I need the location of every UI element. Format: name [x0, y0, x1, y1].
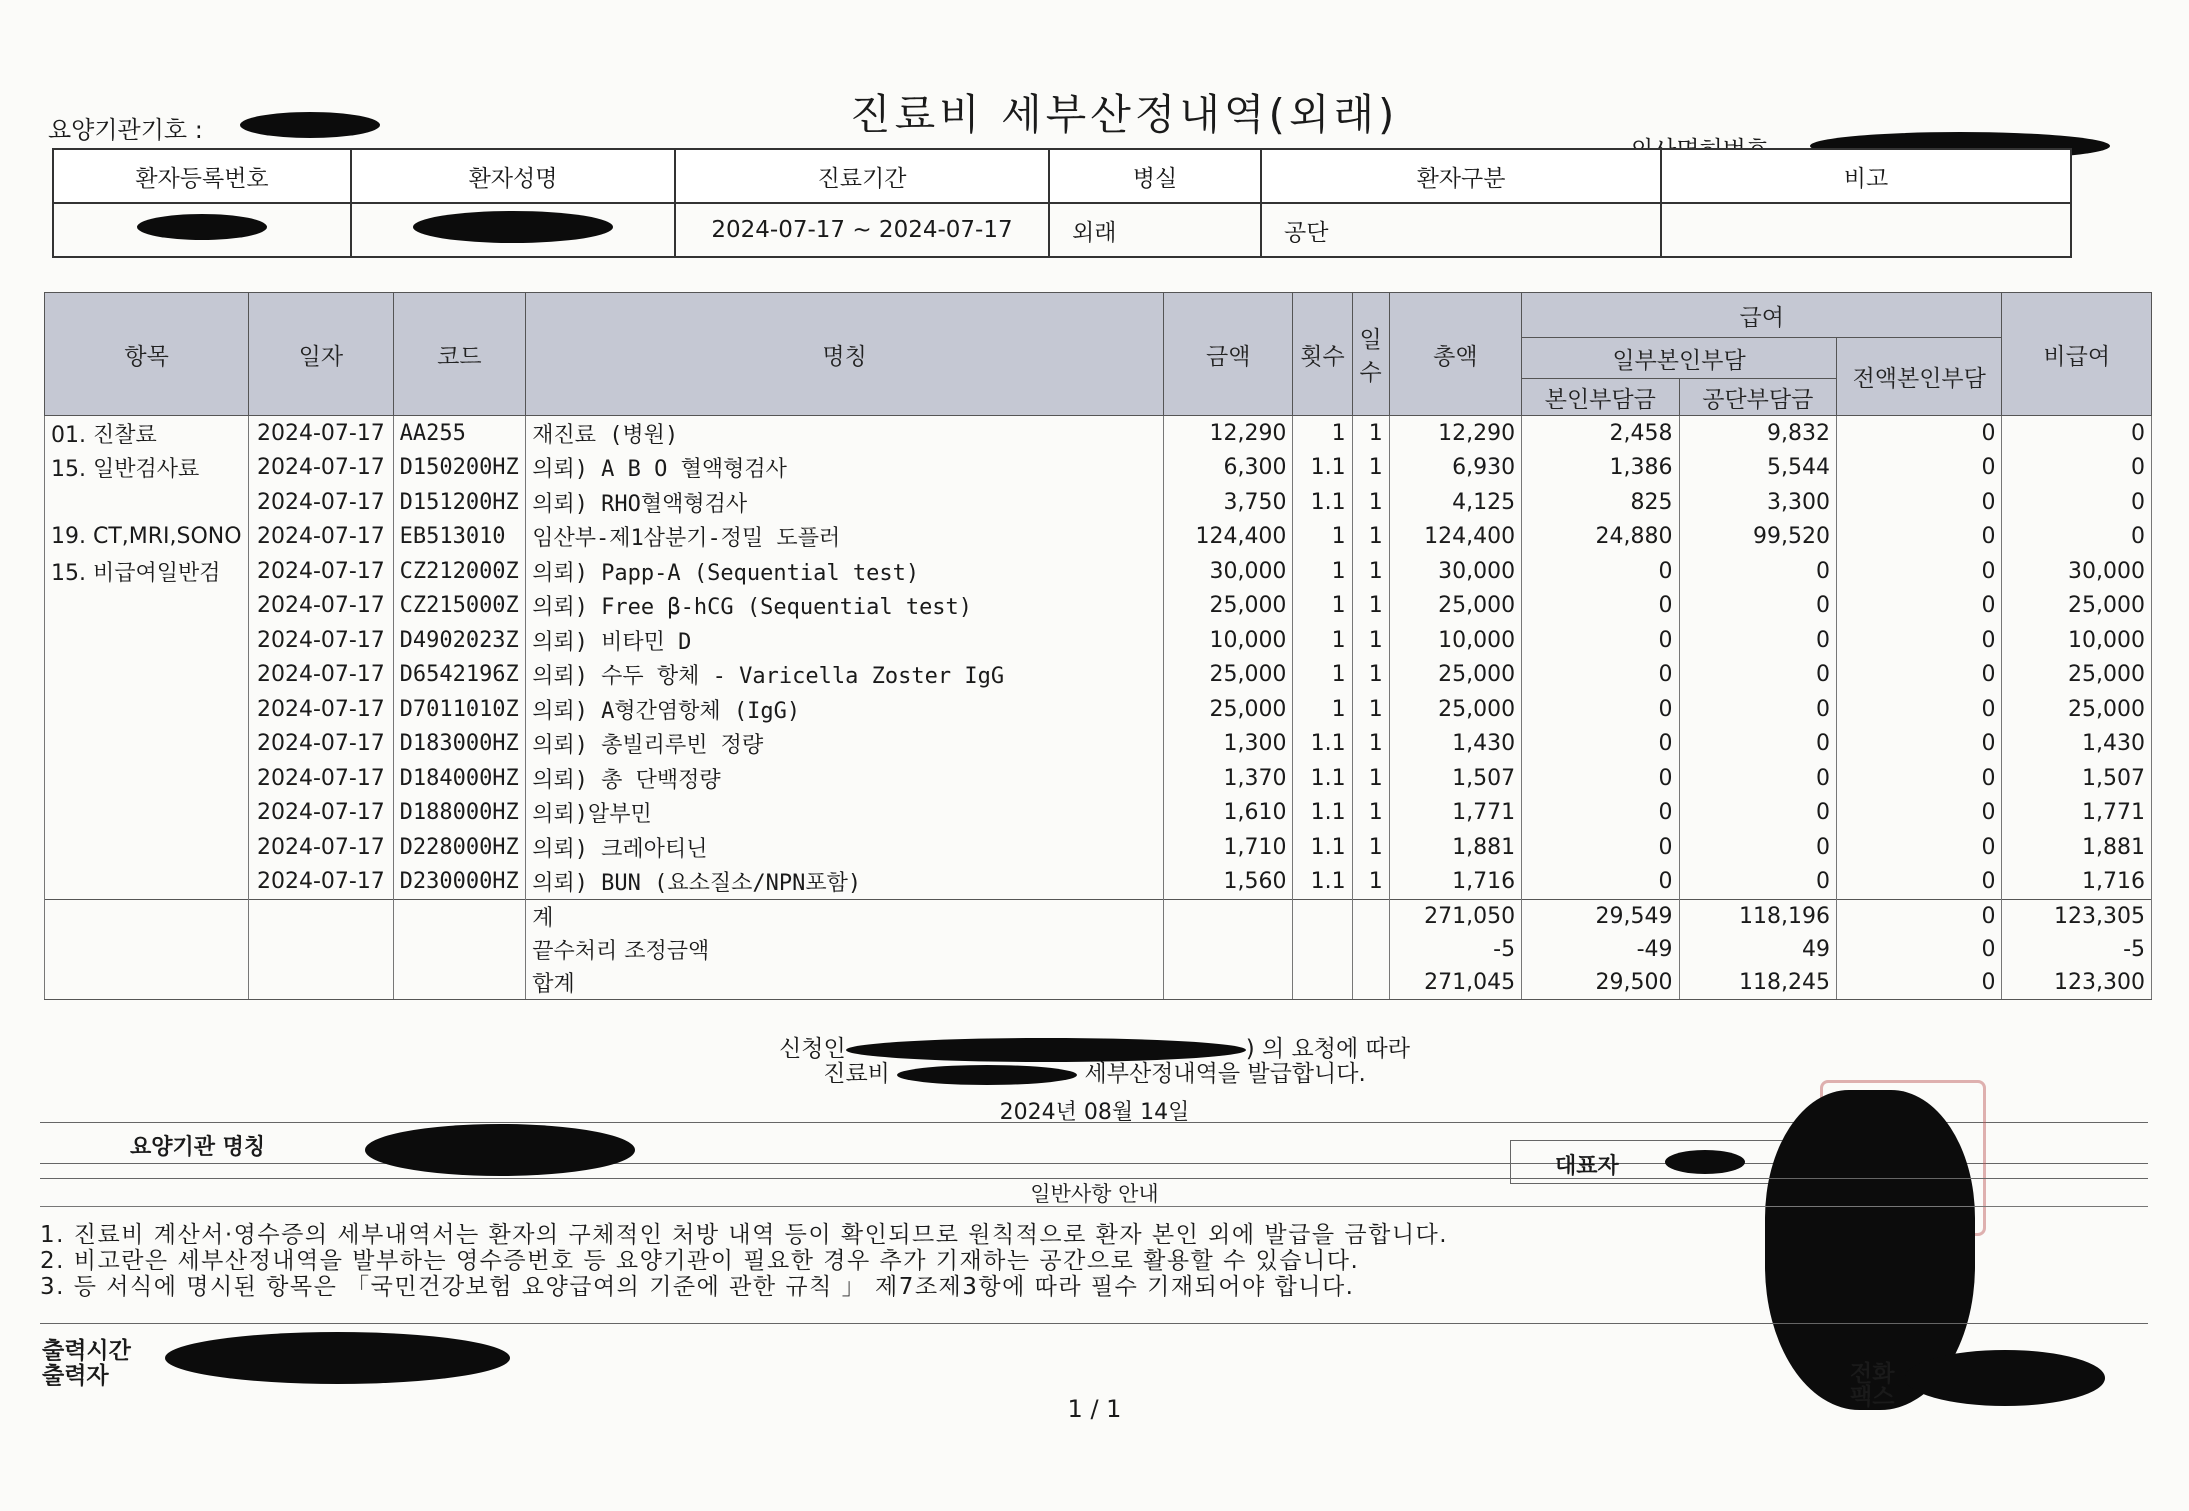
full-share-cell: 0: [1836, 589, 2001, 624]
full-share-cell: 0: [1836, 554, 2001, 589]
amount-cell: 3,750: [1164, 485, 1293, 520]
facility-code-label: 요양기관기호 :: [48, 116, 203, 144]
corp-share-cell: 0: [1679, 692, 1836, 727]
col-count: 횟수: [1293, 293, 1352, 416]
days-cell: 1: [1352, 554, 1389, 589]
days-cell: 1: [1352, 451, 1389, 486]
item-cell: [45, 865, 249, 900]
total-cell: 25,000: [1389, 658, 1521, 693]
code-cell: D151200HZ: [393, 485, 526, 520]
amount-cell: 25,000: [1164, 658, 1293, 693]
patient-share-cell: 1,386: [1522, 451, 1679, 486]
corp-share-cell: 9,832: [1679, 416, 1836, 451]
total-cell: 6,930: [1389, 451, 1521, 486]
name-cell: 의뢰) 총빌리루빈 정량: [526, 727, 1164, 762]
date-cell: 2024-07-17: [249, 830, 393, 865]
amount-cell: 1,560: [1164, 865, 1293, 900]
amount-cell: 25,000: [1164, 589, 1293, 624]
summary-empty-cell: [1164, 900, 1293, 934]
patient-share-cell: 0: [1522, 623, 1679, 658]
summary-empty-cell: [249, 900, 393, 934]
header-room: 병실: [1049, 149, 1261, 203]
summary-empty-cell: [249, 966, 393, 1000]
summary-label-cell: 계: [526, 900, 1164, 934]
summary-full-cell: 0: [1836, 933, 2001, 966]
total-cell: 25,000: [1389, 589, 1521, 624]
item-cell: [45, 623, 249, 658]
issue-date: 2024년 08월 14일: [999, 1100, 1190, 1125]
table-row: [45, 520, 2152, 555]
total-cell: 4,125: [1389, 485, 1521, 520]
col-patient-share: 본인부담금: [1522, 379, 1679, 416]
full-share-cell: 0: [1836, 796, 2001, 831]
name-cell: 의뢰) A B O 혈액형검사: [526, 451, 1164, 486]
code-cell: CZ215000Z: [393, 589, 526, 624]
request-line2-a: 진료비: [823, 1061, 890, 1087]
non-benefit-cell: 0: [2002, 485, 2152, 520]
col-non-benefit: 비급여: [2002, 293, 2152, 416]
summary-empty-cell: [45, 900, 249, 934]
count-cell: 1: [1293, 623, 1352, 658]
amount-cell: 12,290: [1164, 416, 1293, 451]
date-cell: 2024-07-17: [249, 623, 393, 658]
col-full-share: 전액본인부담: [1836, 338, 2001, 416]
patient-share-cell: 0: [1522, 554, 1679, 589]
name-cell: 의뢰) RHO혈액형검사: [526, 485, 1164, 520]
table-row: [45, 692, 2152, 727]
notice-2: 2. 비고란은 세부산정내역을 발부하는 영수증번호 등 요양기관이 필요한 경우 추가 기재하는 공간으로 활용할 수 있습니다.: [40, 1248, 1360, 1274]
col-total: 총액: [1389, 293, 1521, 416]
non-benefit-cell: 25,000: [2002, 589, 2152, 624]
request-suffix: ) 의 요청에 따라: [1245, 1036, 1410, 1062]
summary-empty-cell: [393, 966, 526, 1000]
registration-no-value: [53, 203, 351, 257]
corp-share-cell: 0: [1679, 623, 1836, 658]
name-cell: 의뢰)알부민: [526, 796, 1164, 831]
col-item: 항목: [45, 293, 249, 416]
summary-patient-cell: 29,500: [1522, 966, 1679, 1000]
date-cell: 2024-07-17: [249, 796, 393, 831]
item-cell: [45, 658, 249, 693]
summary-empty-cell: [249, 933, 393, 966]
total-cell: 1,716: [1389, 865, 1521, 900]
summary-empty-cell: [1352, 966, 1389, 1000]
table-row: [45, 727, 2152, 762]
col-benefit: 급여: [1522, 293, 2002, 338]
count-cell: 1.1: [1293, 865, 1352, 900]
col-name: 명칭: [526, 293, 1164, 416]
code-cell: D228000HZ: [393, 830, 526, 865]
code-cell: D184000HZ: [393, 761, 526, 796]
days-cell: 1: [1352, 692, 1389, 727]
date-cell: 2024-07-17: [249, 727, 393, 762]
non-benefit-cell: 1,430: [2002, 727, 2152, 762]
days-cell: 1: [1352, 589, 1389, 624]
amount-cell: 10,000: [1164, 623, 1293, 658]
summary-empty-cell: [393, 933, 526, 966]
code-cell: D230000HZ: [393, 865, 526, 900]
total-cell: 124,400: [1389, 520, 1521, 555]
summary-empty-cell: [1164, 933, 1293, 966]
amount-cell: 1,300: [1164, 727, 1293, 762]
summary-empty-cell: [1352, 933, 1389, 966]
table-row: [45, 830, 2152, 865]
period-value: 2024-07-17 ~ 2024-07-17: [675, 203, 1049, 257]
patient-share-cell: 0: [1522, 658, 1679, 693]
name-cell: 의뢰) BUN (요소질소/NPN포함): [526, 865, 1164, 900]
non-benefit-cell: 0: [2002, 416, 2152, 451]
full-share-cell: 0: [1836, 692, 2001, 727]
redaction: [240, 112, 380, 138]
code-cell: CZ212000Z: [393, 554, 526, 589]
total-cell: 25,000: [1389, 692, 1521, 727]
full-share-cell: 0: [1836, 485, 2001, 520]
patient-share-cell: 0: [1522, 796, 1679, 831]
total-cell: 30,000: [1389, 554, 1521, 589]
request-line2-b: 세부산정내역을 발급합니다.: [1084, 1061, 1366, 1087]
header-remarks: 비고: [1661, 149, 2071, 203]
code-cell: D183000HZ: [393, 727, 526, 762]
date-cell: 2024-07-17: [249, 692, 393, 727]
summary-corp-cell: 118,245: [1679, 966, 1836, 1000]
col-code: 코드: [393, 293, 526, 416]
patient-share-cell: 2,458: [1522, 416, 1679, 451]
corp-share-cell: 0: [1679, 589, 1836, 624]
summary-total-cell: 271,050: [1389, 900, 1521, 934]
corp-share-cell: 0: [1679, 554, 1836, 589]
amount-cell: 1,610: [1164, 796, 1293, 831]
count-cell: 1.1: [1293, 451, 1352, 486]
table-row: [45, 554, 2152, 589]
count-cell: 1: [1293, 658, 1352, 693]
summary-row: [45, 933, 2152, 966]
date-cell: 2024-07-17: [249, 554, 393, 589]
non-benefit-cell: 1,771: [2002, 796, 2152, 831]
phone-label: 전화: [1850, 1361, 1895, 1387]
full-share-cell: 0: [1836, 865, 2001, 900]
count-cell: 1.1: [1293, 485, 1352, 520]
notice-1: 1. 진료비 계산서·영수증의 세부내역서는 환자의 구체적인 처방 내역 등이 확인되므로 원칙적으로 환자 본인 외에 발급을 금합니다.: [40, 1222, 1449, 1248]
count-cell: 1: [1293, 416, 1352, 451]
full-share-cell: 0: [1836, 520, 2001, 555]
date-cell: 2024-07-17: [249, 589, 393, 624]
total-cell: 1,771: [1389, 796, 1521, 831]
summary-total-cell: 271,045: [1389, 966, 1521, 1000]
corp-share-cell: 99,520: [1679, 520, 1836, 555]
corp-share-cell: 0: [1679, 727, 1836, 762]
summary-empty-cell: [1293, 933, 1352, 966]
summary-empty-cell: [1293, 900, 1352, 934]
corp-share-cell: 0: [1679, 658, 1836, 693]
date-cell: 2024-07-17: [249, 451, 393, 486]
table-row: [45, 865, 2152, 900]
days-cell: 1: [1352, 830, 1389, 865]
name-cell: 의뢰) 총 단백정량: [526, 761, 1164, 796]
item-cell: 15. 일반검사료: [45, 451, 249, 486]
code-cell: D4902023Z: [393, 623, 526, 658]
col-date: 일자: [249, 293, 393, 416]
patient-share-cell: 0: [1522, 589, 1679, 624]
col-partial: 일부본인부담: [1522, 338, 1837, 379]
detail-table: [44, 292, 2152, 1000]
header-period: 진료기간: [675, 149, 1049, 203]
days-cell: 1: [1352, 416, 1389, 451]
amount-cell: 1,370: [1164, 761, 1293, 796]
full-share-cell: 0: [1836, 416, 2001, 451]
header-patient-category: 환자구분: [1261, 149, 1661, 203]
full-share-cell: 0: [1836, 761, 2001, 796]
count-cell: 1.1: [1293, 761, 1352, 796]
name-cell: 의뢰) Free β-hCG (Sequential test): [526, 589, 1164, 624]
non-benefit-cell: 30,000: [2002, 554, 2152, 589]
item-cell: [45, 761, 249, 796]
patient-share-cell: 0: [1522, 865, 1679, 900]
summary-empty-cell: [45, 966, 249, 1000]
total-cell: 1,430: [1389, 727, 1521, 762]
full-share-cell: 0: [1836, 830, 2001, 865]
amount-cell: 6,300: [1164, 451, 1293, 486]
patient-share-cell: 24,880: [1522, 520, 1679, 555]
name-cell: 의뢰) 크레아티닌: [526, 830, 1164, 865]
table-row: [45, 451, 2152, 486]
name-cell: 의뢰) A형간염항체 (IgG): [526, 692, 1164, 727]
date-cell: 2024-07-17: [249, 658, 393, 693]
summary-empty-cell: [1293, 966, 1352, 1000]
summary-row: [45, 900, 2152, 934]
days-cell: 1: [1352, 761, 1389, 796]
summary-empty-cell: [1164, 966, 1293, 1000]
days-cell: 1: [1352, 623, 1389, 658]
printer-label: 출력자: [42, 1363, 109, 1389]
non-benefit-cell: 10,000: [2002, 623, 2152, 658]
corp-share-cell: 0: [1679, 796, 1836, 831]
item-cell: [45, 485, 249, 520]
table-row: [45, 416, 2152, 451]
summary-empty-cell: [1352, 900, 1389, 934]
count-cell: 1: [1293, 520, 1352, 555]
representative-label: 대표자: [1555, 1154, 1619, 1179]
corp-share-cell: 0: [1679, 865, 1836, 900]
full-share-cell: 0: [1836, 623, 2001, 658]
full-share-cell: 0: [1836, 658, 2001, 693]
amount-cell: 30,000: [1164, 554, 1293, 589]
item-cell: 19. CT,MRI,SONO: [45, 520, 249, 555]
count-cell: 1.1: [1293, 796, 1352, 831]
page-number: 1 / 1: [1067, 1395, 1122, 1423]
item-cell: [45, 692, 249, 727]
request-prefix: 신청인: [779, 1036, 846, 1062]
non-benefit-cell: 1,881: [2002, 830, 2152, 865]
facility-name-label: 요양기관 명칭: [130, 1135, 266, 1160]
corp-share-cell: 3,300: [1679, 485, 1836, 520]
summary-total-cell: -5: [1389, 933, 1521, 966]
summary-patient-cell: 29,549: [1522, 900, 1679, 934]
table-row: [45, 623, 2152, 658]
full-share-cell: 0: [1836, 727, 2001, 762]
total-cell: 1,881: [1389, 830, 1521, 865]
date-cell: 2024-07-17: [249, 416, 393, 451]
date-cell: 2024-07-17: [249, 761, 393, 796]
patient-info-table: [52, 148, 2072, 258]
name-cell: 임산부-제1삼분기-정밀 도플러: [526, 520, 1164, 555]
days-cell: 1: [1352, 727, 1389, 762]
print-time-label: 출력시간: [42, 1338, 131, 1364]
total-cell: 10,000: [1389, 623, 1521, 658]
table-row: [45, 658, 2152, 693]
notice-title: 일반사항 안내: [1030, 1182, 1159, 1206]
code-cell: D6542196Z: [393, 658, 526, 693]
code-cell: EB513010: [393, 520, 526, 555]
patient-share-cell: 825: [1522, 485, 1679, 520]
item-cell: [45, 830, 249, 865]
redaction: [165, 1332, 510, 1384]
corp-share-cell: 0: [1679, 761, 1836, 796]
days-cell: 1: [1352, 796, 1389, 831]
summary-full-cell: 0: [1836, 966, 2001, 1000]
table-row: [45, 485, 2152, 520]
summary-empty-cell: [393, 900, 526, 934]
non-benefit-cell: 1,716: [2002, 865, 2152, 900]
name-cell: 의뢰) 수두 항체 - Varicella Zoster IgG: [526, 658, 1164, 693]
header-patient-name: 환자성명: [351, 149, 675, 203]
count-cell: 1.1: [1293, 727, 1352, 762]
summary-label-cell: 합계: [526, 966, 1164, 1000]
col-days: 일수: [1352, 293, 1389, 416]
room-value: 외래: [1049, 203, 1261, 257]
non-benefit-cell: 1,507: [2002, 761, 2152, 796]
name-cell: 재진료 (병원): [526, 416, 1164, 451]
days-cell: 1: [1352, 485, 1389, 520]
amount-cell: 25,000: [1164, 692, 1293, 727]
notice-divider: [40, 1206, 2148, 1207]
code-cell: AA255: [393, 416, 526, 451]
non-benefit-cell: 25,000: [2002, 692, 2152, 727]
amount-cell: 1,710: [1164, 830, 1293, 865]
summary-empty-cell: [45, 933, 249, 966]
remarks-value: [1661, 203, 2071, 257]
fax-label: 팩스: [1850, 1384, 1895, 1410]
patient-name-value: [351, 203, 675, 257]
corp-share-cell: 5,544: [1679, 451, 1836, 486]
table-row: [45, 761, 2152, 796]
summary-non-cell: 123,305: [2002, 900, 2152, 934]
notice-3: 3. 등 서식에 명시된 항목은 「국민건강보험 요양급여의 기준에 관한 규칙 」 제7조제3항에 따라 필수 기재되어야 합니다.: [40, 1274, 1355, 1300]
table-row: [45, 589, 2152, 624]
name-cell: 의뢰) Papp-A (Sequential test): [526, 554, 1164, 589]
item-cell: 01. 진찰료: [45, 416, 249, 451]
summary-full-cell: 0: [1836, 900, 2001, 934]
summary-patient-cell: -49: [1522, 933, 1679, 966]
item-cell: [45, 727, 249, 762]
summary-label-cell: 끝수처리 조정금액: [526, 933, 1164, 966]
item-cell: [45, 589, 249, 624]
count-cell: 1: [1293, 692, 1352, 727]
document-title: 진료비 세부산정내역(외래): [850, 90, 1399, 139]
code-cell: D150200HZ: [393, 451, 526, 486]
summary-non-cell: 123,300: [2002, 966, 2152, 1000]
patient-share-cell: 0: [1522, 830, 1679, 865]
count-cell: 1: [1293, 554, 1352, 589]
days-cell: 1: [1352, 865, 1389, 900]
corp-share-cell: 0: [1679, 830, 1836, 865]
item-cell: [45, 796, 249, 831]
redaction: [1665, 1150, 1745, 1174]
code-cell: D188000HZ: [393, 796, 526, 831]
date-cell: 2024-07-17: [249, 485, 393, 520]
code-cell: D7011010Z: [393, 692, 526, 727]
header-registration-no: 환자등록번호: [53, 149, 351, 203]
date-cell: 2024-07-17: [249, 520, 393, 555]
name-cell: 의뢰) 비타민 D: [526, 623, 1164, 658]
col-amount: 금액: [1164, 293, 1293, 416]
amount-cell: 124,400: [1164, 520, 1293, 555]
table-row: [45, 796, 2152, 831]
total-cell: 1,507: [1389, 761, 1521, 796]
item-cell: 15. 비급여일반검: [45, 554, 249, 589]
non-benefit-cell: 25,000: [2002, 658, 2152, 693]
patient-share-cell: 0: [1522, 761, 1679, 796]
full-share-cell: 0: [1836, 451, 2001, 486]
count-cell: 1: [1293, 589, 1352, 624]
total-cell: 12,290: [1389, 416, 1521, 451]
patient-share-cell: 0: [1522, 692, 1679, 727]
redaction: [365, 1124, 635, 1176]
days-cell: 1: [1352, 520, 1389, 555]
summary-non-cell: -5: [2002, 933, 2152, 966]
summary-row: [45, 966, 2152, 1000]
summary-corp-cell: 118,196: [1679, 900, 1836, 934]
patient-share-cell: 0: [1522, 727, 1679, 762]
non-benefit-cell: 0: [2002, 520, 2152, 555]
date-cell: 2024-07-17: [249, 865, 393, 900]
summary-corp-cell: 49: [1679, 933, 1836, 966]
count-cell: 1.1: [1293, 830, 1352, 865]
days-cell: 1: [1352, 658, 1389, 693]
non-benefit-cell: 0: [2002, 451, 2152, 486]
col-corp-share: 공단부담금: [1679, 379, 1836, 416]
patient-category-value: 공단: [1261, 203, 1661, 257]
